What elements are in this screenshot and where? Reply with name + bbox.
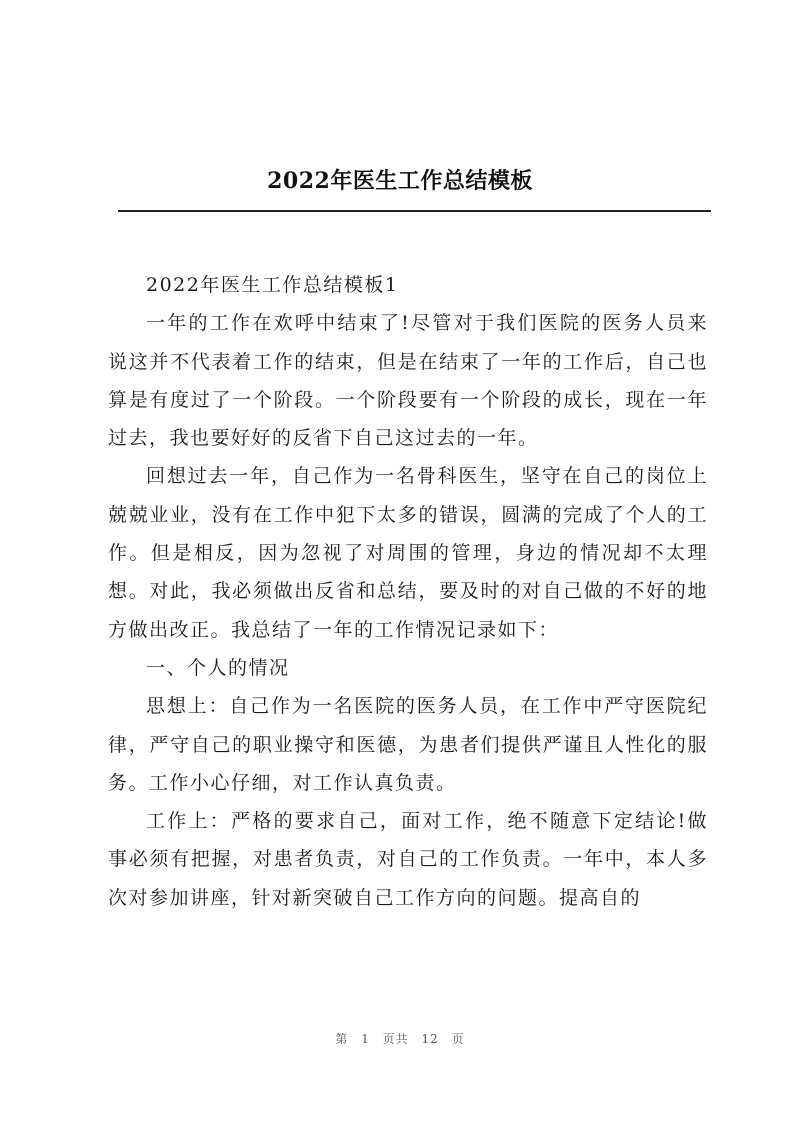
paragraph: 回想过去一年，自己作为一名骨科医生，坚守在自己的岗位上兢兢业业，没有在工作中犯下太多的错误，圆满的完成了个人的工作。但是相反，因为忽视了对周围的管理，身边的情况却不太理想。对此，我必须做出反省和总结，要及时的对自己做的不好的地方做出改正。我总结了一年的工作情况记录如下： — [108, 465, 708, 641]
page-footer — [0, 1030, 800, 1047]
section-heading: 2022年医生工作总结模板1 — [146, 274, 399, 296]
page-prefix: 第 — [335, 1032, 349, 1046]
total-page-number: 12 — [421, 1032, 439, 1046]
subsection-heading: 一、个人的情况 — [146, 656, 290, 679]
current-page-number: 1 — [361, 1032, 370, 1046]
paragraph: 一年的工作在欢呼中结束了!尽管对于我们医院的医务人员来说这并不代表着工作的结束，但是在结束了一年的工作后，自己也算是有度过了一个阶段。一个阶段要有一个阶段的成长，现在一年过去，我也要好好的反省下自己这过去的一年。 — [108, 312, 708, 450]
paragraph: 工作上：严格的要求自己，面对工作，绝不随意下定结论!做事必须有把握，对患者负责，对自己的工作负责。一年中，本人多次对参加讲座，针对新突破自己工作方向的问题。提高自的 — [108, 810, 708, 909]
document-body — [108, 266, 708, 917]
page-mid: 页共 — [382, 1032, 409, 1046]
page-title: 2022年医生工作总结模板 — [267, 168, 533, 194]
page-suffix: 页 — [451, 1032, 465, 1046]
paragraph: 思想上：自己作为一名医院的医务人员，在工作中严守医院纪律，严守自己的职业操守和医德，为患者们提供严谨且人性化的服务。工作小心仔细，对工作认真负责。 — [108, 695, 708, 794]
title-divider — [118, 210, 711, 212]
